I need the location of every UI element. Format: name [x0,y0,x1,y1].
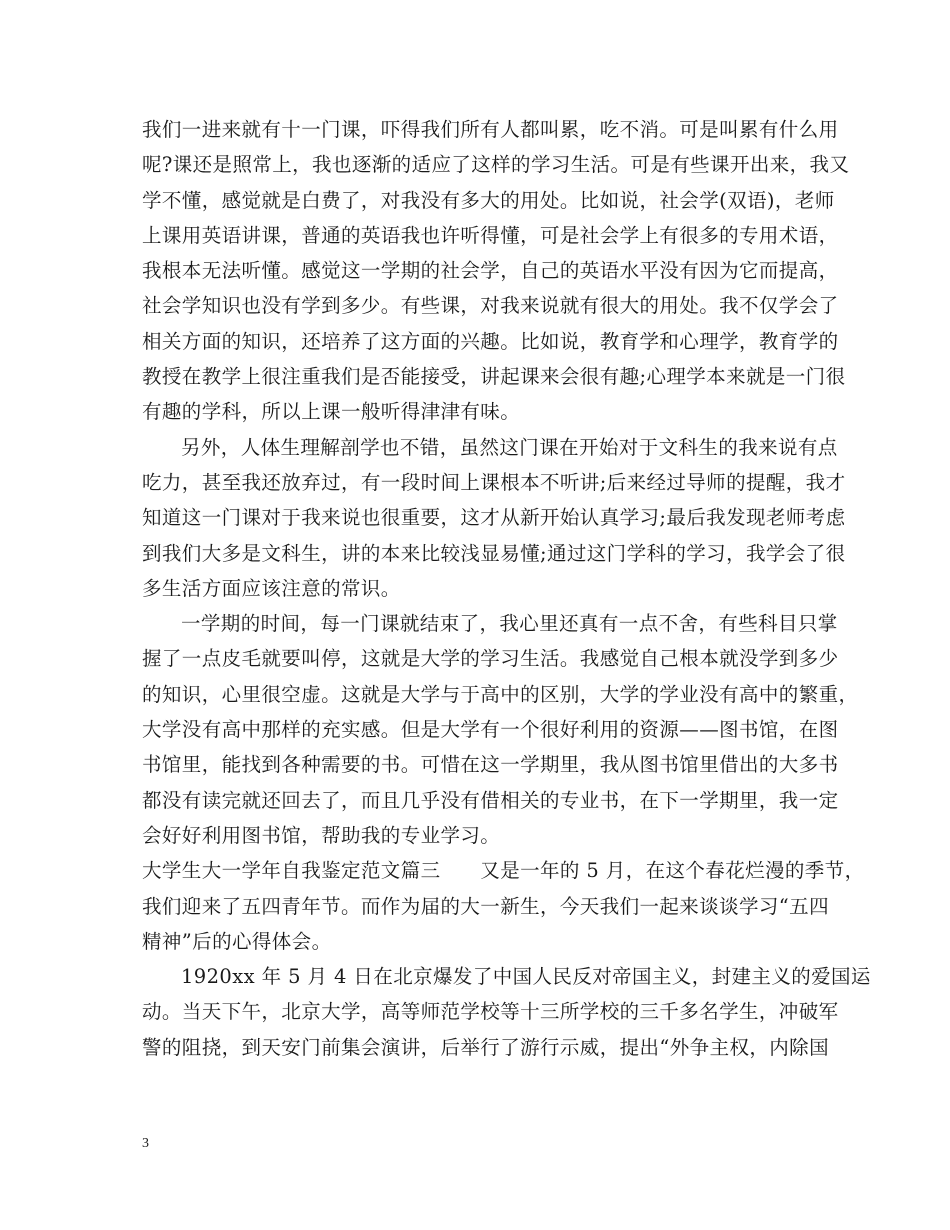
text-line: 动。当天下午，北京大学，高等师范学校等十三所学校的三千多名学生，冲破军 [142,1000,839,1024]
text-line: 上课用英语讲课，普通的英语我也许听得懂，可是社会学上有很多的专用术语， [142,223,839,247]
text-line: 都没有读完就还回去了，而且几乎没有借相关的专业书，在下一学期里，我一定 [142,788,839,812]
text-line: 大学没有高中那样的充实感。但是大学有一个很好利用的资源——图书馆，在图 [142,718,839,742]
text-line: 有趣的学科，所以上课一般听得津津有味。 [142,400,521,424]
text-line: 另外，人体生理解剖学也不错，虽然这门课在开始对于文科生的我来说有点 [181,435,838,459]
text-line: 教授在教学上很注重我们是否能接受，讲起课来会很有趣;心理学本来就是一门很 [142,365,846,389]
text-line: 社会学知识也没有学到多少。有些课，对我来说就有很大的用处。我不仅学会了 [142,294,839,318]
text-line: 的知识，心里很空虚。这就是大学与于高中的区别，大学的学业没有高中的繁重， [142,682,859,706]
text-line: 多生活方面应该注意的常识。 [142,576,401,600]
text-line: 知道这一门课对于我来说也很重要，这才从新开始认真学习;最后我发现老师考虑 [142,506,846,530]
text-line: 吃力，甚至我还放弃过，有一段时间上课根本不听讲;后来经过导师的提醒，我才 [142,470,846,494]
text-line: 学不懂，感觉就是白费了，对我没有多大的用处。比如说，社会学(双语)，老师 [142,188,835,212]
text-line: 会好好利用图书馆，帮助我的专业学习。 [142,823,501,847]
text-line: 握了一点皮毛就要叫停，这就是大学的学习生活。我感觉自己根本就没学到多少 [142,647,839,671]
text-line: 1920xx 年 5 月 4 日在北京爆发了中国人民反对帝国主义，封建主义的爱国运 [181,965,871,989]
text-line: 一学期的时间，每一门课就结束了，我心里还真有一点不舍，有些科目只掌 [181,612,838,636]
text-line: 到我们大多是文科生，讲的本来比较浅显易懂;通过这门学科的学习，我学会了很 [142,541,846,565]
page-number: 3 [142,1136,149,1151]
text-line: 我根本无法听懂。感觉这一学期的社会学，自己的英语水平没有因为它而提高， [142,259,839,283]
text-line: 我们一进来就有十一门课，吓得我们所有人都叫累，吃不消。可是叫累有什么用 [142,118,839,141]
text-line: 书馆里，能找到各种需要的书。可惜在这一学期里，我从图书馆里借出的大多书 [142,753,839,777]
document-body [142,112,871,1065]
text-line: 精神”后的心得体会。 [142,929,332,953]
text-line: 我们迎来了五四青年节。而作为届的大一新生，今天我们一起来谈谈学习“五四 [142,894,829,918]
text-line: 警的阻挠，到天安门前集会演讲，后举行了游行示威，提出“外争主权，内除国 [142,1035,829,1059]
text-line: 大学生大一学年自我鉴定范文篇三 又是一年的 5 月，在这个春花烂漫的季节， [142,859,865,883]
text-line: 相关方面的知识，还培养了这方面的兴趣。比如说，教育学和心理学，教育学的 [142,329,839,353]
text-line: 呢?课还是照常上，我也逐渐的适应了这样的学习生活。可是有些课开出来，我又 [142,153,850,177]
